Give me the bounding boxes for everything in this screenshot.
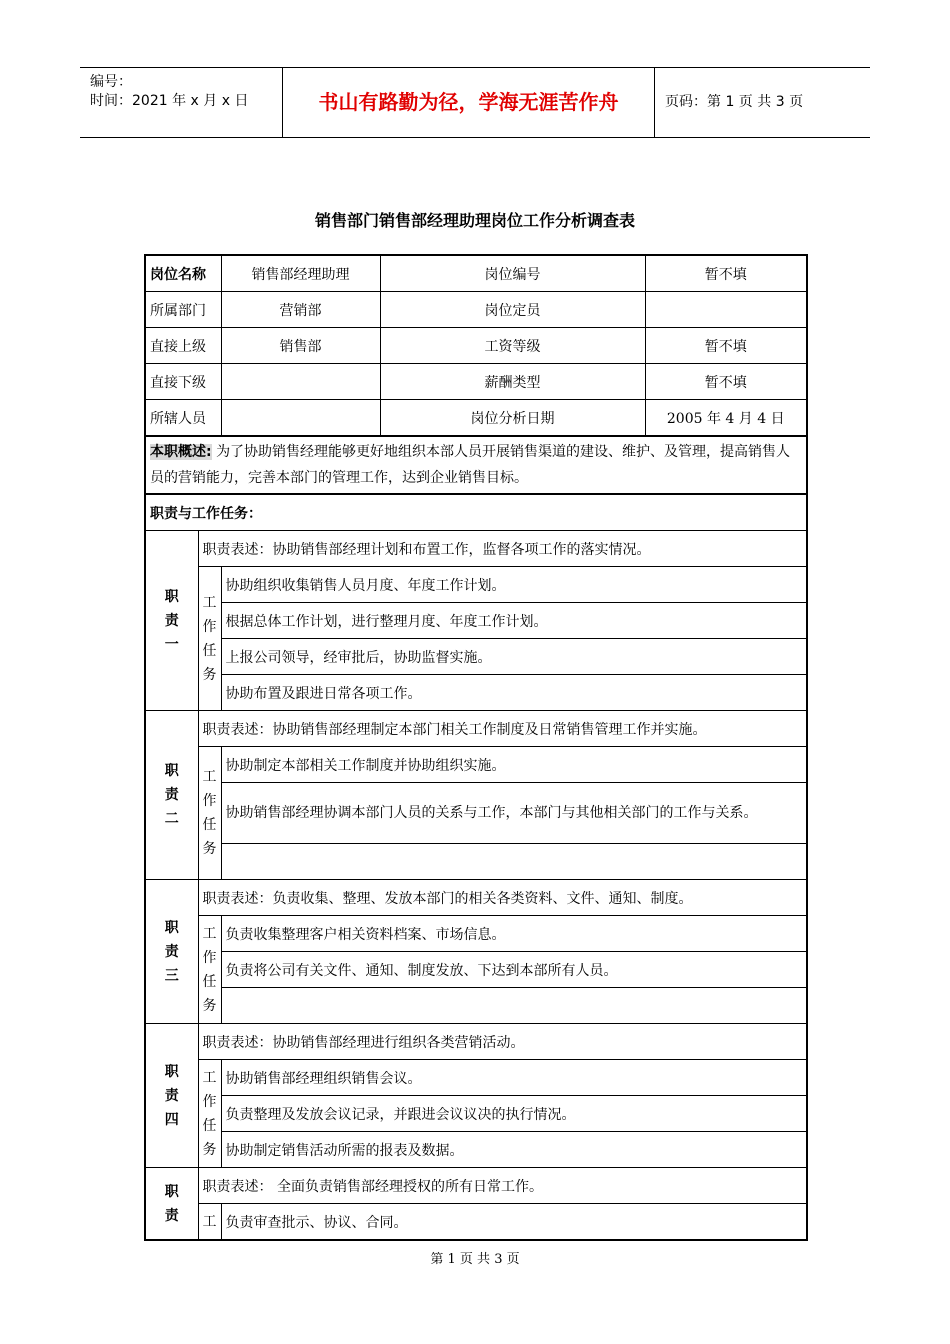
info-label: 所辖人员	[145, 400, 221, 437]
task-item: 负责收集整理客户相关资料档案、市场信息。	[221, 916, 807, 952]
task-item: 负责审查批示、协议、合同。	[221, 1204, 807, 1241]
duty-label	[145, 531, 198, 711]
duty-statement: 职责表述： 全面负责销售部经理授权的所有日常工作。	[198, 1168, 807, 1204]
info-row	[145, 328, 807, 364]
duty-statement: 职责表述：协助销售部经理进行组织各类营销活动。	[198, 1024, 807, 1060]
document-time: 时间：2021 年 x 月 x 日	[90, 93, 249, 109]
info-label: 所属部门	[145, 292, 221, 328]
duty-statement-row	[145, 531, 807, 567]
info-row	[145, 292, 807, 328]
task-label: 工	[198, 1204, 221, 1241]
info-value: 销售部经理助理	[221, 255, 380, 292]
task-label	[198, 916, 221, 1024]
task-row	[145, 783, 807, 844]
page-footer: 第 1 页 共 3 页	[430, 1252, 520, 1267]
task-item: 协助销售部经理协调本部门人员的关系与工作，本部门与其他相关部门的工作与关系。	[221, 783, 807, 844]
info-row	[145, 400, 807, 437]
info-value-2: 2005 年 4 月 4 日	[645, 400, 807, 437]
header-motto: 书山有路勤为径，学海无涯苦作舟	[283, 68, 655, 137]
document-title: 销售部门销售部经理助理岗位工作分析调查表	[314, 211, 635, 230]
header-meta	[80, 68, 283, 137]
info-value-2: 暂不填	[645, 255, 807, 292]
info-label-2: 岗位编号	[380, 255, 645, 292]
info-value: 营销部	[221, 292, 380, 328]
task-label	[198, 747, 221, 880]
info-label: 岗位名称	[145, 255, 221, 292]
duty-statement-row	[145, 711, 807, 747]
task-item: 协助制定本部相关工作制度并协助组织实施。	[221, 747, 807, 783]
task-row	[145, 567, 807, 603]
task-row	[145, 916, 807, 952]
duty-label-text: 职责一	[164, 588, 179, 653]
duties-heading: 职责与工作任务：	[145, 494, 807, 531]
info-value	[221, 400, 380, 437]
overview-label: 本职概述:	[150, 444, 212, 460]
info-label-2: 薪酬类型	[380, 364, 645, 400]
task-item: 根据总体工作计划，进行整理月度、年度工作计划。	[221, 603, 807, 639]
task-label-text: 工作任务	[202, 925, 217, 1014]
duty-label-text: 职责	[164, 1183, 179, 1224]
duty-statement-row	[145, 880, 807, 916]
task-row	[145, 844, 807, 880]
info-value-2	[645, 292, 807, 328]
task-row	[145, 1204, 807, 1241]
duty-label-text: 职责四	[164, 1063, 179, 1128]
info-label: 直接下级	[145, 364, 221, 400]
duties-heading-row	[145, 494, 807, 531]
task-row	[145, 988, 807, 1024]
duty-statement-row	[145, 1024, 807, 1060]
task-label-text: 工作任务	[202, 594, 217, 683]
task-item: 上报公司领导，经审批后，协助监督实施。	[221, 639, 807, 675]
task-item: 协助销售部经理组织销售会议。	[221, 1060, 807, 1096]
page-header	[80, 67, 870, 138]
info-value-2: 暂不填	[645, 364, 807, 400]
info-value: 销售部	[221, 328, 380, 364]
info-value-2: 暂不填	[645, 328, 807, 364]
task-row	[145, 1132, 807, 1168]
task-label-text: 工作任务	[202, 769, 217, 857]
duty-statement: 职责表述：负责收集、整理、发放本部门的相关各类资料、文件、通知、制度。	[198, 880, 807, 916]
task-item: 负责将公司有关文件、通知、制度发放、下达到本部所有人员。	[221, 952, 807, 988]
task-item: 负责整理及发放会议记录，并跟进会议议决的执行情况。	[221, 1096, 807, 1132]
job-analysis-table	[144, 254, 808, 1241]
info-label-2: 工资等级	[380, 328, 645, 364]
task-row	[145, 1096, 807, 1132]
task-label	[198, 567, 221, 711]
info-label: 直接上级	[145, 328, 221, 364]
info-label-2: 岗位定员	[380, 292, 645, 328]
task-row	[145, 603, 807, 639]
duty-label	[145, 880, 198, 1024]
duty-statement-row	[145, 1168, 807, 1204]
duty-label-text: 职责二	[164, 763, 179, 827]
duty-statement: 职责表述：协助销售部经理计划和布置工作，监督各项工作的落实情况。	[198, 531, 807, 567]
overview-text: 为了协助销售经理能够更好地组织本部人员开展销售渠道的建设、维护、及管理，提高销售人员的营销能力，完善本部门的管理工作，达到企业销售目标。	[150, 444, 791, 486]
task-item: 协助组织收集销售人员月度、年度工作计划。	[221, 567, 807, 603]
task-label-text: 工作任务	[202, 1069, 217, 1158]
info-row	[145, 364, 807, 400]
task-item: 协助布置及跟进日常各项工作。	[221, 675, 807, 711]
task-row	[145, 747, 807, 783]
overview-row	[145, 436, 807, 494]
duty-label	[145, 1024, 198, 1168]
info-label-2: 岗位分析日期	[380, 400, 645, 437]
info-value	[221, 364, 380, 400]
document-number: 编号：	[90, 74, 132, 90]
info-row	[145, 255, 807, 292]
duty-label	[145, 1168, 198, 1241]
overview-cell	[145, 436, 807, 494]
task-row	[145, 952, 807, 988]
task-row	[145, 1060, 807, 1096]
task-item	[221, 988, 807, 1024]
task-item: 协助制定销售活动所需的报表及数据。	[221, 1132, 807, 1168]
task-label	[198, 1060, 221, 1168]
task-row	[145, 639, 807, 675]
header-page-info: 页码：第 1 页 共 3 页	[665, 94, 804, 110]
duty-statement: 职责表述：协助销售部经理制定本部门相关工作制度及日常销售管理工作并实施。	[198, 711, 807, 747]
duty-label-text: 职责三	[164, 919, 179, 984]
task-item	[221, 844, 807, 880]
task-row	[145, 675, 807, 711]
duty-label	[145, 711, 198, 880]
